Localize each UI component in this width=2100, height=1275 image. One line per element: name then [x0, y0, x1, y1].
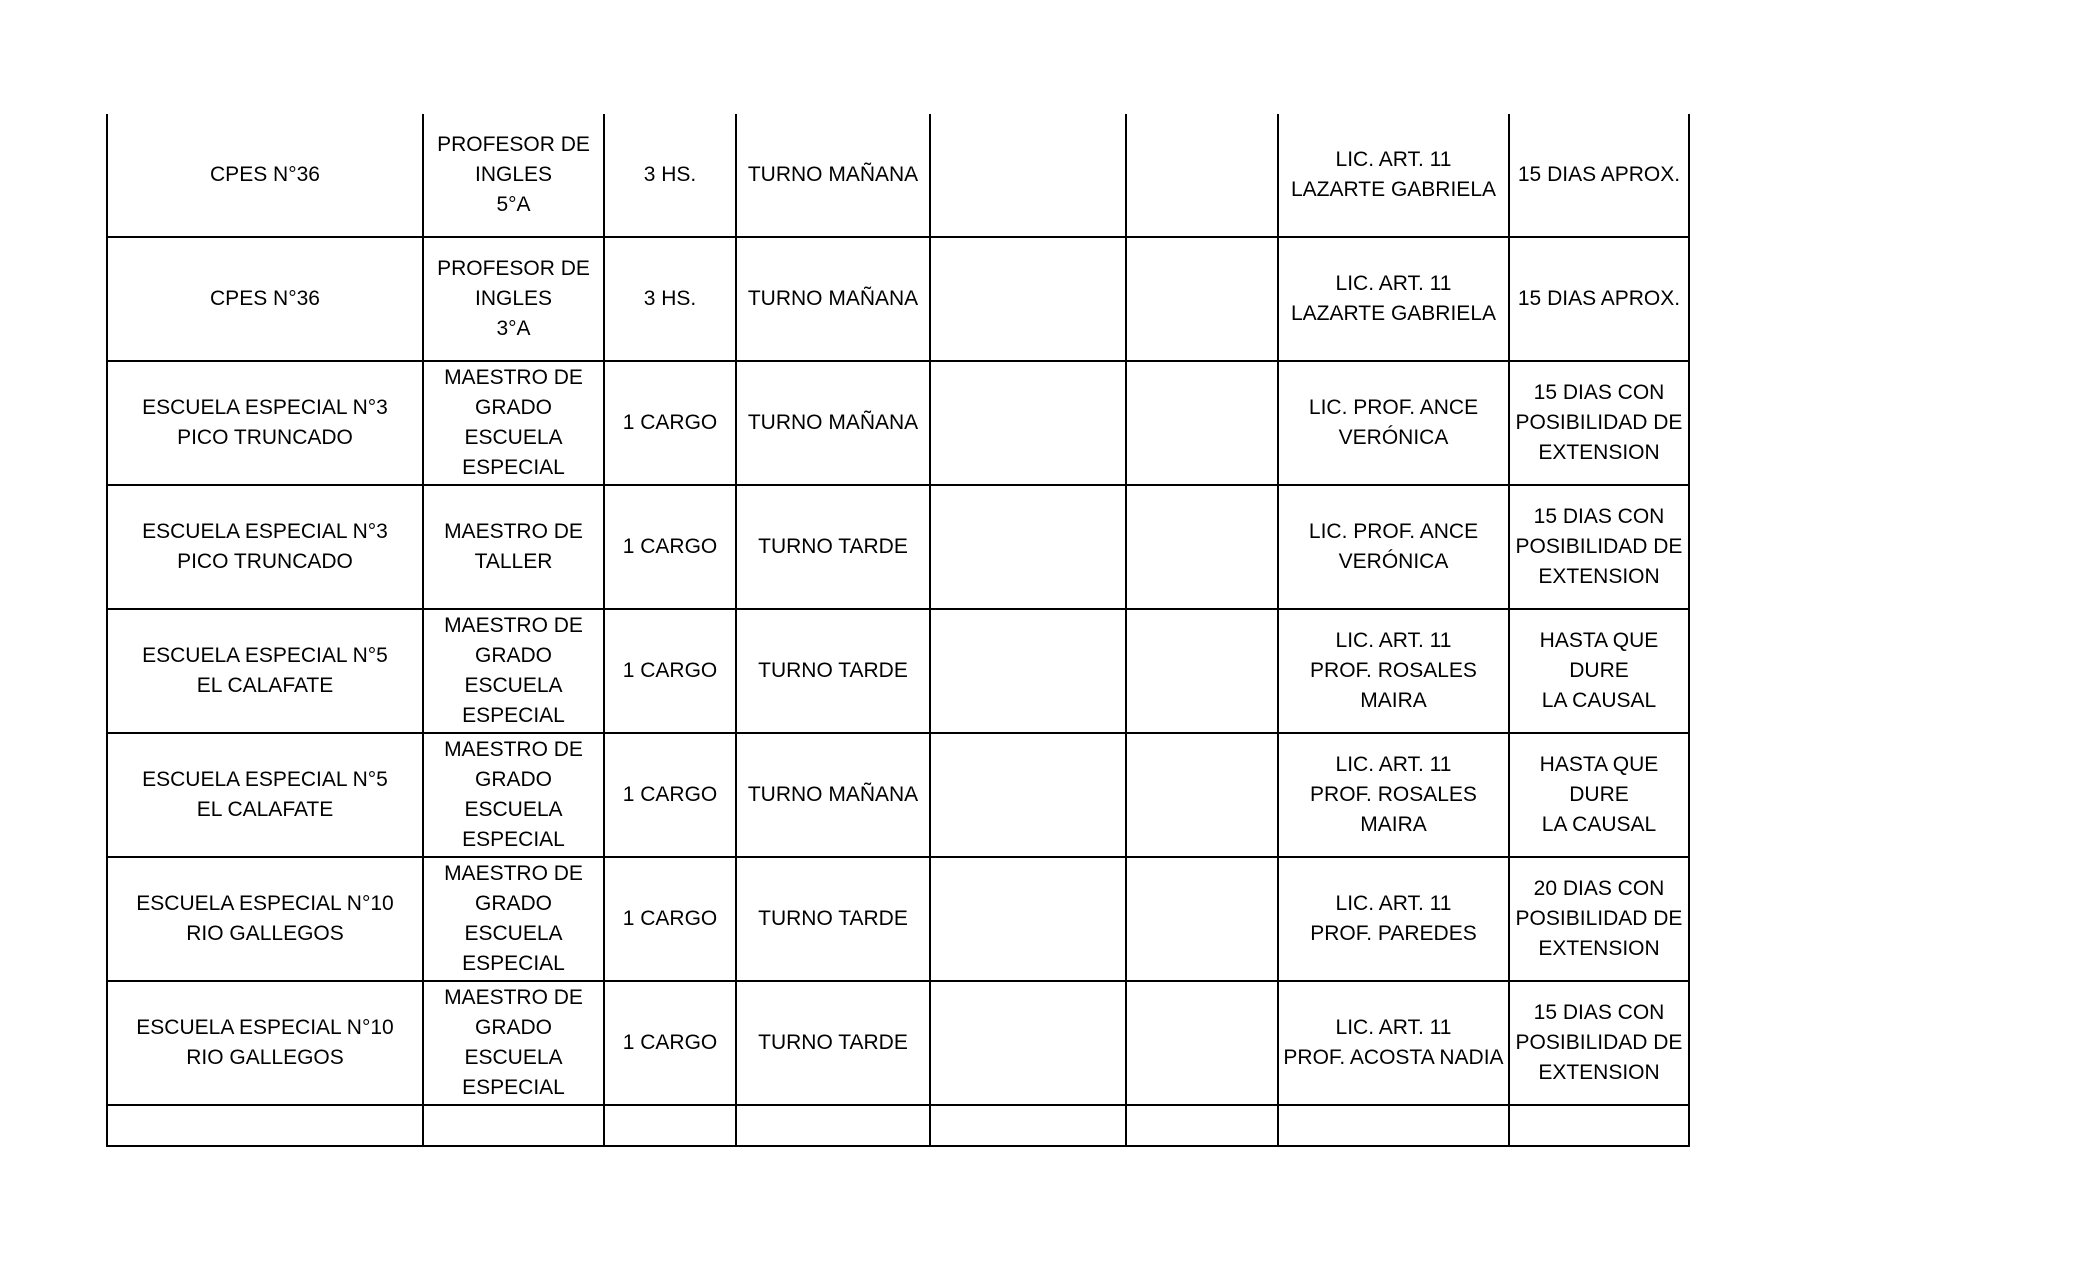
empty-cell [736, 1105, 930, 1146]
reason-cell: LIC. ART. 11 PROF. PAREDES [1278, 857, 1509, 981]
reason-cell: LIC. PROF. ANCE VERÓNICA [1278, 485, 1509, 609]
duration-cell: HASTA QUE DURE LA CAUSAL [1509, 733, 1689, 857]
empty-cell [1126, 485, 1278, 609]
hours-cell: 1 CARGO [604, 733, 736, 857]
vacancies-table [106, 114, 1690, 1147]
institution-cell: CPES N°36 [107, 114, 423, 237]
reason-cell: LIC. ART. 11 PROF. ROSALES MAIRA [1278, 609, 1509, 733]
position-cell: MAESTRO DE GRADO ESCUELA ESPECIAL [423, 361, 604, 485]
institution-cell: ESCUELA ESPECIAL N°3 PICO TRUNCADO [107, 361, 423, 485]
position-cell: MAESTRO DE GRADO ESCUELA ESPECIAL [423, 609, 604, 733]
duration-cell: 15 DIAS CON POSIBILIDAD DE EXTENSION [1509, 485, 1689, 609]
table-row [107, 857, 1689, 981]
reason-cell: LIC. PROF. ANCE VERÓNICA [1278, 361, 1509, 485]
position-cell: MAESTRO DE TALLER [423, 485, 604, 609]
empty-cell [930, 485, 1126, 609]
empty-cell [1126, 981, 1278, 1105]
empty-cell [1126, 857, 1278, 981]
position-cell: PROFESOR DE INGLES 5°A [423, 114, 604, 237]
position-cell: MAESTRO DE GRADO ESCUELA ESPECIAL [423, 733, 604, 857]
institution-cell: ESCUELA ESPECIAL N°5 EL CALAFATE [107, 609, 423, 733]
empty-cell [107, 1105, 423, 1146]
empty-cell [1126, 237, 1278, 361]
shift-cell: TURNO MAÑANA [736, 733, 930, 857]
empty-cell [930, 1105, 1126, 1146]
empty-cell [930, 981, 1126, 1105]
empty-cell [930, 857, 1126, 981]
reason-cell: LIC. ART. 11 LAZARTE GABRIELA [1278, 237, 1509, 361]
duration-cell: HASTA QUE DURE LA CAUSAL [1509, 609, 1689, 733]
position-cell: MAESTRO DE GRADO ESCUELA ESPECIAL [423, 981, 604, 1105]
shift-cell: TURNO MAÑANA [736, 114, 930, 237]
empty-table-row [107, 1105, 1689, 1146]
duration-cell: 15 DIAS CON POSIBILIDAD DE EXTENSION [1509, 981, 1689, 1105]
hours-cell: 1 CARGO [604, 609, 736, 733]
empty-cell [930, 733, 1126, 857]
position-cell: PROFESOR DE INGLES 3°A [423, 237, 604, 361]
shift-cell: TURNO MAÑANA [736, 237, 930, 361]
table-row [107, 609, 1689, 733]
empty-cell [1126, 733, 1278, 857]
shift-cell: TURNO TARDE [736, 857, 930, 981]
shift-cell: TURNO TARDE [736, 609, 930, 733]
duration-cell: 15 DIAS CON POSIBILIDAD DE EXTENSION [1509, 361, 1689, 485]
empty-cell [1126, 114, 1278, 237]
duration-cell: 20 DIAS CON POSIBILIDAD DE EXTENSION [1509, 857, 1689, 981]
institution-cell: ESCUELA ESPECIAL N°5 EL CALAFATE [107, 733, 423, 857]
shift-cell: TURNO TARDE [736, 981, 930, 1105]
shift-cell: TURNO TARDE [736, 485, 930, 609]
institution-cell: ESCUELA ESPECIAL N°10 RIO GALLEGOS [107, 857, 423, 981]
empty-cell [930, 361, 1126, 485]
institution-cell: ESCUELA ESPECIAL N°10 RIO GALLEGOS [107, 981, 423, 1105]
empty-cell [1509, 1105, 1689, 1146]
table-row [107, 981, 1689, 1105]
duration-cell: 15 DIAS APROX. [1509, 237, 1689, 361]
reason-cell: LIC. ART. 11 PROF. ACOSTA NADIA [1278, 981, 1509, 1105]
hours-cell: 1 CARGO [604, 981, 736, 1105]
table-row [107, 114, 1689, 237]
empty-cell [1126, 361, 1278, 485]
empty-cell [1126, 1105, 1278, 1146]
hours-cell: 1 CARGO [604, 361, 736, 485]
institution-cell: CPES N°36 [107, 237, 423, 361]
reason-cell: LIC. ART. 11 PROF. ROSALES MAIRA [1278, 733, 1509, 857]
empty-cell [930, 609, 1126, 733]
hours-cell: 3 HS. [604, 114, 736, 237]
empty-cell [423, 1105, 604, 1146]
reason-cell: LIC. ART. 11 LAZARTE GABRIELA [1278, 114, 1509, 237]
position-cell: MAESTRO DE GRADO ESCUELA ESPECIAL [423, 857, 604, 981]
empty-cell [930, 237, 1126, 361]
table-row [107, 237, 1689, 361]
empty-cell [930, 114, 1126, 237]
duration-cell: 15 DIAS APROX. [1509, 114, 1689, 237]
hours-cell: 3 HS. [604, 237, 736, 361]
shift-cell: TURNO MAÑANA [736, 361, 930, 485]
table-body [107, 114, 1689, 1146]
hours-cell: 1 CARGO [604, 485, 736, 609]
table-row [107, 733, 1689, 857]
empty-cell [1126, 609, 1278, 733]
empty-cell [1278, 1105, 1509, 1146]
table-row [107, 485, 1689, 609]
table-row [107, 361, 1689, 485]
institution-cell: ESCUELA ESPECIAL N°3 PICO TRUNCADO [107, 485, 423, 609]
empty-cell [604, 1105, 736, 1146]
hours-cell: 1 CARGO [604, 857, 736, 981]
